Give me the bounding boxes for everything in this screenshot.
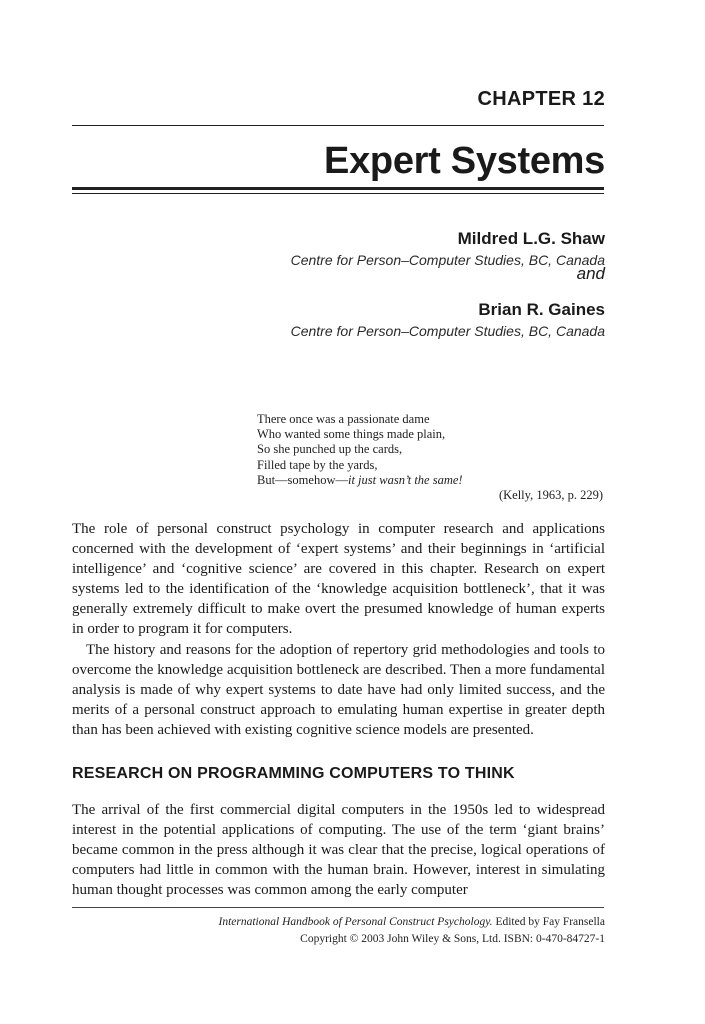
footer-copyright: Copyright © 2003 John Wiley & Sons, Ltd. ISBN: 0-470-84727-1 <box>300 933 605 945</box>
epigraph-last-line <box>257 473 605 488</box>
author-affiliation-1: Centre for Person–Computer Studies, BC, Canada <box>290 252 605 268</box>
chapter-rule <box>72 125 604 126</box>
footer-rule <box>72 907 604 908</box>
abstract-paragraph: The history and reasons for the adoption of repertory grid methodologies and tools to overcome the knowledge acquisition bottleneck are described. Then a more fundamental analysis is made of why expert systems to date have had only limited success, and the merits of a personal construct approach to emulating human expertise in greater depth than has been achieved with existing cognitive science models are presented. <box>72 641 605 738</box>
footer-line-1 <box>85 914 605 931</box>
epigraph <box>257 412 605 503</box>
epigraph-line: Who wanted some things made plain, <box>257 427 446 442</box>
epigraph-line: Filled tape by the yards, <box>257 457 378 472</box>
author-name-1: Mildred L.G. Shaw <box>457 229 605 248</box>
footer-editor: Edited by Fay Fransella <box>495 916 605 928</box>
abstract <box>72 519 605 740</box>
abstract-paragraph: The role of personal construct psychology in computer research and applications concerned with the development of ‘expert systems’ and their beginnings in ‘artificial intelligence’ and ‘cognitive science’ are covered in this chapter. Research on expert systems led to the identification of the ‘knowledge acquisition bottleneck’, that it was generally extremely difficult to make overt the presumed knowledge of human experts in order to program it for computers. <box>72 521 605 638</box>
author-name-2: Brian R. Gaines <box>478 300 605 319</box>
section-paragraph: The arrival of the first commercial digital computers in the 1950s led to widespread interest in the potential applications of computing. The use of the term ‘giant brains’ became common in the press although it was clear that the precise, logical operations of computers had little in common with the human brain. However, interest in simulating human thought processes was common among the early computer <box>72 802 605 899</box>
section-heading: RESEARCH ON PROGRAMMING COMPUTERS TO THINK <box>72 765 515 782</box>
chapter-title: Expert Systems <box>324 140 605 182</box>
page-footer <box>85 914 605 948</box>
author-affiliation-2: Centre for Person–Computer Studies, BC, Canada <box>290 323 605 339</box>
epigraph-last-line-italic: it just wasn’t the same! <box>347 472 463 487</box>
title-rule-thin <box>72 193 604 194</box>
epigraph-citation: (Kelly, 1963, p. 229) <box>498 488 603 503</box>
epigraph-line: So she punched up the cards, <box>257 442 403 457</box>
title-rule-thick <box>72 187 604 190</box>
epigraph-last-line-prefix: But—somehow— <box>257 472 348 487</box>
epigraph-line: There once was a passionate dame <box>257 412 430 426</box>
footer-book-title: International Handbook of Personal Construct Psychology. <box>218 916 493 928</box>
section-body <box>72 800 605 900</box>
chapter-label: CHAPTER 12 <box>477 88 605 110</box>
author-connector: and <box>576 264 605 283</box>
